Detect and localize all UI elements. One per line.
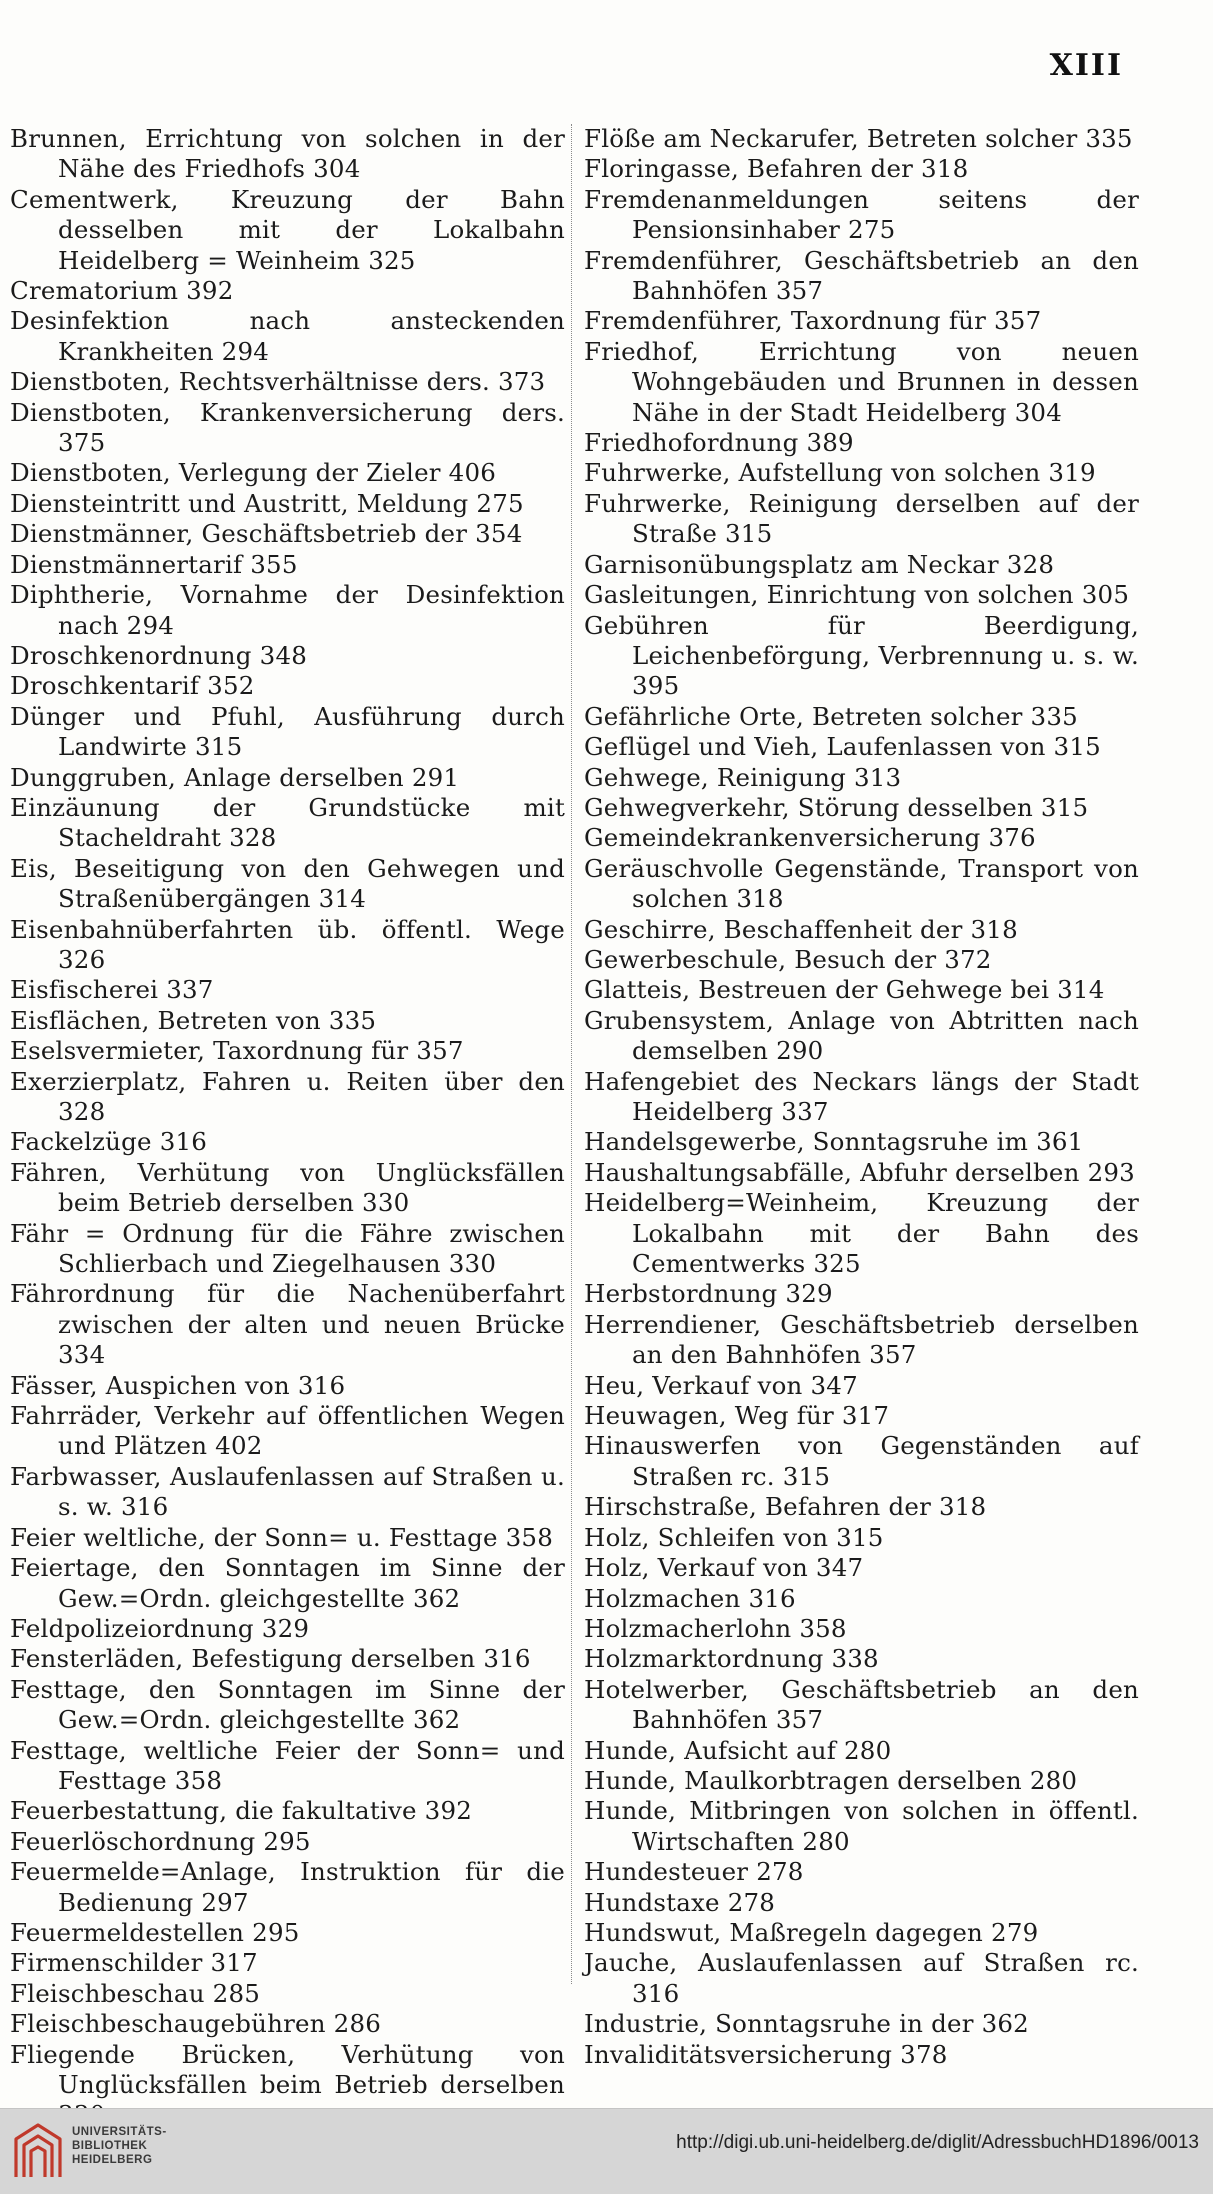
index-entry: Geflügel und Vieh, Laufenlassen von 315 (584, 732, 1101, 762)
index-entry: Fremdenführer, Taxordnung für 357 (584, 306, 1042, 336)
index-entry: Desinfektion nach ansteckenden Krankheiten 294 (10, 306, 565, 366)
index-entry: Fähren, Verhütung von Unglücksfällen beim Betrieb derselben 330 (10, 1157, 565, 1218)
index-entry: Firmenschilder 317 (10, 1948, 258, 1978)
index-entry: Gemeindekrankenversicherung 376 (584, 823, 1036, 853)
index-entry: Eisenbahnüberfahrten üb. öffentl. Wege 326 (10, 914, 565, 974)
index-entry: Crematorium 392 (10, 276, 234, 306)
index-entry: Heu, Verkauf von 347 (584, 1370, 858, 1400)
index-entry: Glatteis, Bestreuen der Gehwege bei 314 (584, 975, 1105, 1005)
index-entry: Haushaltungsabfälle, Abfuhr derselben 293 (584, 1157, 1135, 1187)
index-entry: Fremdenanmeldungen seitens der Pensionsinhaber 275 (584, 184, 1139, 245)
index-column-right (584, 124, 1139, 2070)
index-entry: Hafengebiet des Neckars längs der Stadt Heidelberg 337 (584, 1066, 1139, 1126)
index-entry: Fuhrwerke, Aufstellung von solchen 319 (584, 458, 1096, 488)
index-entry: Hinauswerfen von Gegenständen auf Straßen rc. 315 (584, 1431, 1139, 1491)
index-entry: Hundstaxe 278 (584, 1887, 776, 1917)
index-entry: Holzmachen 316 (584, 1583, 796, 1613)
index-entry: Gewerbeschule, Besuch der 372 (584, 944, 992, 974)
index-entry: Heidelberg=Weinheim, Kreuzung der Lokalbahn mit der Bahn des Cementwerks 325 (584, 1188, 1139, 1279)
index-entry: Fässer, Auspichen von 316 (10, 1370, 346, 1400)
index-entry: Garnisonübungsplatz am Neckar 328 (584, 549, 1055, 579)
source-url-link[interactable]: http://digi.ub.uni-heidelberg.de/diglit/AdressbuchHD1896/0013 (676, 2132, 1199, 2153)
index-entry: Flöße am Neckarufer, Betreten solcher 335 (584, 124, 1133, 153)
index-entry: Feuerbestattung, die fakultative 392 (10, 1796, 473, 1826)
index-entry: Floringasse, Befahren der 318 (584, 154, 969, 184)
index-entry: Fleischbeschau 285 (10, 1978, 261, 2008)
index-entry: Invaliditätsversicherung 378 (584, 2039, 948, 2069)
index-entry: Dienstboten, Verlegung der Zieler 406 (10, 458, 497, 488)
index-entry: Hunde, Aufsicht auf 280 (584, 1735, 892, 1765)
index-entry: Dienstmännertarif 355 (10, 549, 298, 579)
index-entry: Feier weltliche, der Sonn= u. Festtage 358 (10, 1522, 553, 1552)
index-entry: Feldpolizeiordnung 329 (10, 1613, 310, 1643)
index-column-left (10, 124, 565, 2131)
index-entry: Hundesteuer 278 (584, 1857, 804, 1887)
library-name-line: BIBLIOTHEK (72, 2140, 148, 2152)
index-entry: Exerzierplatz, Fahren u. Reiten über den 328 (10, 1066, 565, 1126)
index-entry: Holzmacherlohn 358 (584, 1613, 847, 1643)
university-library-logo-icon (12, 2119, 64, 2181)
index-entry: Herrendiener, Geschäftsbetrieb derselben an den Bahnhöfen 357 (584, 1309, 1139, 1370)
index-entry: Heuwagen, Weg für 317 (584, 1401, 890, 1431)
index-entry: Hundswut, Maßregeln dagegen 279 (584, 1917, 1039, 1947)
footer-bar (0, 2108, 1213, 2194)
index-entry: Handelsgewerbe, Sonntagsruhe im 361 (584, 1127, 1084, 1157)
index-entry: Fähr = Ordnung für die Fähre zwischen Schlierbach und Ziegelhausen 330 (10, 1218, 565, 1279)
index-entry: Fremdenführer, Geschäftsbetrieb an den Bahnhöfen 357 (584, 245, 1139, 306)
index-entry: Diensteintritt und Austritt, Meldung 275 (10, 488, 524, 518)
index-entry: Eisflächen, Betreten von 335 (10, 1005, 377, 1035)
index-entry: Fleischbeschaugebühren 286 (10, 2009, 382, 2039)
index-entry: Eisfischerei 337 (10, 975, 214, 1005)
index-entry: Festtage, weltliche Feier der Sonn= und Festtage 358 (10, 1735, 565, 1795)
index-entry: Dienstboten, Krankenversicherung ders. 375 (10, 397, 565, 458)
index-entry: Hunde, Maulkorbtragen derselben 280 (584, 1765, 1078, 1795)
index-entry: Gehwegverkehr, Störung desselben 315 (584, 792, 1089, 822)
index-entry: Hunde, Mitbringen von solchen in öffentl. Wirtschaften 280 (584, 1796, 1139, 1856)
library-name (72, 2125, 167, 2167)
index-entry: Hotelwerber, Geschäftsbetrieb an den Bahnhöfen 357 (584, 1674, 1139, 1735)
index-entry: Diphtherie, Vornahme der Desinfektion nach 294 (10, 580, 565, 640)
index-entry: Einzäunung der Grundstücke mit Stacheldraht 328 (10, 792, 565, 853)
index-entry: Holzmarktordnung 338 (584, 1644, 879, 1674)
index-entry: Gehwege, Reinigung 313 (584, 762, 902, 792)
index-entry: Gebühren für Beerdigung, Leichenbeförgung, Verbrennung u. s. w. 395 (584, 610, 1139, 701)
index-entry: Holz, Schleifen von 315 (584, 1522, 884, 1552)
page-number: XIII (1049, 48, 1123, 83)
index-entry: Industrie, Sonntagsruhe in der 362 (584, 2009, 1029, 2039)
index-entry: Droschkenordnung 348 (10, 640, 308, 670)
library-name-line: UNIVERSITÄTS- (72, 2126, 167, 2138)
index-entry: Fahrräder, Verkehr auf öffentlichen Wegen und Plätzen 402 (10, 1401, 565, 1461)
index-entry: Geräuschvolle Gegenstände, Transport von solchen 318 (584, 853, 1139, 914)
index-entry: Herbstordnung 329 (584, 1279, 833, 1309)
index-entry: Grubensystem, Anlage von Abtritten nach demselben 290 (584, 1005, 1139, 1066)
index-entry: Feiertage, den Sonntagen im Sinne der Gew.=Ordn. gleichgestellte 362 (10, 1553, 565, 1613)
index-entry: Feuermeldestellen 295 (10, 1917, 300, 1947)
index-entry: Festtage, den Sonntagen im Sinne der Gew.=Ordn. gleichgestellte 362 (10, 1674, 565, 1735)
column-divider (571, 124, 572, 1984)
index-entry: Eselsvermieter, Taxordnung für 357 (10, 1036, 464, 1066)
library-name-line: HEIDELBERG (72, 2154, 153, 2166)
index-entry: Jauche, Auslaufenlassen auf Straßen rc. 316 (584, 1948, 1139, 2008)
index-entry: Fliegende Brücken, Verhütung von Unglücksfällen beim Betrieb derselben (10, 2039, 565, 2099)
index-entry: Gefährliche Orte, Betreten solcher 335 (584, 701, 1078, 731)
index-entry: Fensterläden, Befestigung derselben 316 (10, 1644, 531, 1674)
index-entry: Geschirre, Beschaffenheit der 318 (584, 914, 1018, 944)
index-entry: Cementwerk, Kreuzung der Bahn desselben mit der Lokalbahn Heidelberg = Weinheim 325 (10, 184, 565, 275)
index-entry: Dunggruben, Anlage derselben 291 (10, 762, 460, 792)
index-entry: Dienstboten, Rechtsverhältnisse ders. 373 (10, 367, 546, 397)
index-entry: Fährordnung für die Nachenüberfahrt zwischen der alten und neuen Brücke 334 (10, 1279, 565, 1370)
index-entry: Droschkentarif 352 (10, 671, 255, 701)
index-entry: Gasleitungen, Einrichtung von solchen 305 (584, 580, 1130, 610)
index-entry: Dienstmänner, Geschäftsbetrieb der 354 (10, 519, 523, 549)
index-entry: Eis, Beseitigung von den Gehwegen und Straßenübergängen 314 (10, 853, 565, 914)
index-entry: Fuhrwerke, Reinigung derselben auf der Straße 315 (584, 488, 1139, 549)
index-entry: Feuermelde=Anlage, Instruktion für die Bedienung 297 (10, 1857, 565, 1917)
index-entry: Friedhof, Errichtung von neuen Wohngebäuden und Brunnen in dessen Nähe in der Stadt Heidelberg 304 (584, 336, 1139, 427)
index-entry: Fackelzüge 316 (10, 1127, 208, 1157)
index-entry: Holz, Verkauf von 347 (584, 1553, 864, 1583)
index-entry: Feuerlöschordnung 295 (10, 1826, 311, 1856)
index-entry: Brunnen, Errichtung von solchen in der Nähe des Friedhofs 304 (10, 124, 565, 184)
index-entry: Dünger und Pfuhl, Ausführung durch Landwirte 315 (10, 701, 565, 762)
index-entry: Friedhofordnung 389 (584, 428, 854, 458)
index-entry: Farbwasser, Auslaufenlassen auf Straßen u. s. w. 316 (10, 1461, 565, 1522)
index-entry: Hirschstraße, Befahren der 318 (584, 1492, 987, 1522)
